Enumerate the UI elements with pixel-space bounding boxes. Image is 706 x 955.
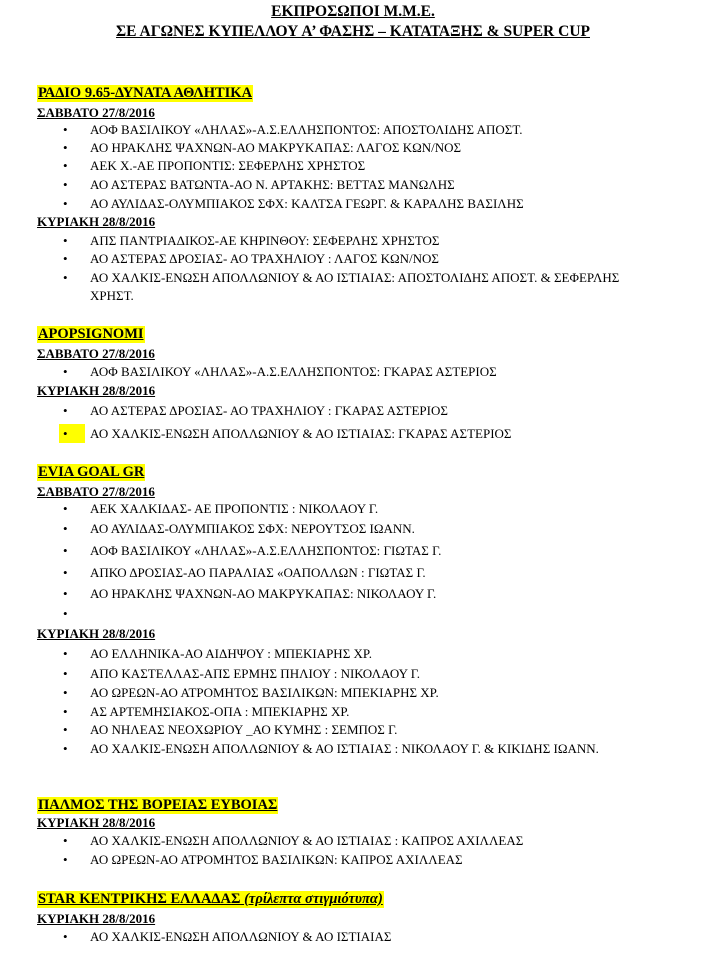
day-heading: ΚΥΡΙΑΚΗ 28/8/2016: [37, 214, 156, 229]
bullet-icon: •: [63, 722, 68, 737]
day-heading: ΣΑΒΒΑΤΟ 27/8/2016: [37, 484, 155, 499]
section-heading-apopsignomi: APOPSIGNOMI: [38, 326, 144, 342]
bullet-icon: •: [63, 122, 68, 137]
bullet-icon: •: [63, 403, 68, 418]
day-heading: ΚΥΡΙΑΚΗ 28/8/2016: [37, 383, 156, 398]
bullet-icon: •: [63, 426, 68, 441]
day-heading: ΣΑΒΒΑΤΟ 27/8/2016: [37, 105, 155, 120]
bullet-icon: •: [63, 929, 68, 944]
day-heading: ΚΥΡΙΑΚΗ 28/8/2016: [37, 626, 156, 641]
section-heading-palmos: ΠΑΛΜΟΣ ΤΗΣ ΒΟΡΕΙΑΣ ΕΥΒΟΙΑΣ: [38, 797, 278, 813]
bullet-icon: •: [63, 140, 68, 155]
bullet-icon: •: [63, 741, 68, 756]
bullet-icon: •: [63, 704, 68, 719]
section-heading-evia-goal: EVIA GOAL GR: [38, 464, 145, 480]
bullet-icon: •: [63, 251, 68, 266]
day-heading: ΚΥΡΙΑΚΗ 28/8/2016: [37, 911, 156, 926]
section-heading-star: [37, 891, 384, 908]
day-heading: ΣΑΒΒΑΤΟ 27/8/2016: [37, 346, 155, 361]
bullet-icon: •: [63, 177, 68, 192]
document-title-line-2: ΣΕ ΑΓΩΝΕΣ ΚΥΠΕΛΛΟΥ Α’ ΦΑΣΗΣ – ΚΑΤΑΤΑΞΗΣ & SUPER CUP: [116, 23, 590, 40]
bullet-icon: •: [63, 646, 68, 661]
bullet-icon: •: [63, 158, 68, 173]
bullet-icon: •: [63, 685, 68, 700]
bullet-icon: •: [63, 364, 68, 379]
section-heading-radio-965: ΡΑΔΙΟ 9.65-ΔΥΝΑΤΑ ΑΘΛΗΤΙΚΑ: [38, 85, 253, 101]
bullet-icon: •: [63, 586, 68, 601]
bullet-icon: •: [63, 196, 68, 211]
document-title-line-1: ΕΚΠΡΟΣΩΠΟΙ Μ.Μ.Ε.: [271, 3, 435, 20]
section-note: (τρίλεπτα στιγμιότυπα): [244, 891, 383, 907]
day-heading: ΚΥΡΙΑΚΗ 28/8/2016: [37, 815, 156, 830]
bullet-icon: •: [63, 833, 68, 848]
bullet-icon: •: [63, 233, 68, 248]
bullet-icon: •: [63, 606, 68, 621]
bullet-icon: •: [63, 565, 68, 580]
bullet-icon: •: [63, 501, 68, 516]
bullet-icon: •: [63, 521, 68, 536]
bullet-icon: •: [63, 666, 68, 681]
bullet-icon: •: [63, 543, 68, 558]
section-name: STAR ΚΕΝΤΡΙΚΗΣ ΕΛΛΑΔΑΣ: [38, 891, 241, 907]
bullet-icon: •: [63, 852, 68, 867]
bullet-icon: •: [63, 270, 68, 285]
